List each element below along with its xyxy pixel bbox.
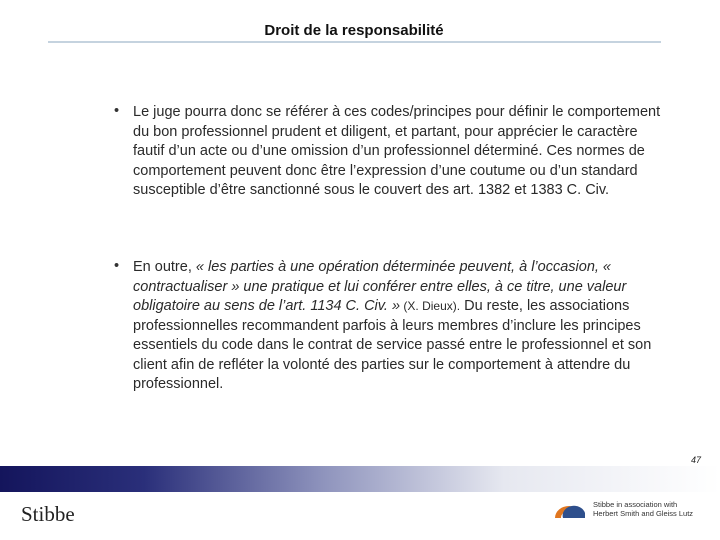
paragraph-2-quote: « les parties à une opération déterminée peuvent, à l’occasion, « contractualiser » une pratique et lui conférer entre elles, à ce titre, une valeur obligatoire au sens de l’art. 1134 C. Civ. » — [133, 259, 627, 314]
partner-logo-line-2: Herbert Smith and Gleiss Lutz — [593, 509, 694, 518]
paragraph-2-rest: Du reste, les associations professionnelles recommandent parfois à leurs membres d’inclure les principes essentiels du code dans le contrat de service passé entre le professionnel et son client afin de refléter la volonté des parties sur le comportement à attendre du professionnel. — [133, 298, 652, 392]
stibbe-logo: Stibbe — [21, 502, 75, 526]
slide-title: Droit de la responsabilité — [264, 22, 444, 39]
partner-logo-line-1: Stibbe in association with — [593, 500, 678, 509]
paragraph-2-lead: En outre, — [133, 259, 196, 275]
title-divider — [48, 41, 661, 43]
footer-gradient-bar — [0, 466, 720, 492]
bullet-marker-1: • — [114, 103, 120, 119]
page-number: 47 — [690, 455, 701, 465]
paragraph-2 — [133, 258, 673, 395]
paragraph-1: Le juge pourra donc se référer à ces codes/principes pour définir le comportement du bon professionnel prudent et diligent, et partant, pour apprécier le caractère fautif d’un acte ou d’une omission d’un professionnel déterminé. Ces normes de comportement peuvent donc être l’expression d’une coutume ou d’un standard susceptible d’être sanctionné sous le couvert des art. 1382 et 1383 C. Civ. — [133, 104, 661, 198]
partner-logo — [553, 497, 713, 525]
bullet-marker-2: • — [114, 258, 120, 274]
partner-logo-text — [593, 500, 693, 518]
paragraph-2-citation: (X. Dieux). — [400, 299, 461, 313]
arc-logo-icon — [553, 503, 587, 519]
